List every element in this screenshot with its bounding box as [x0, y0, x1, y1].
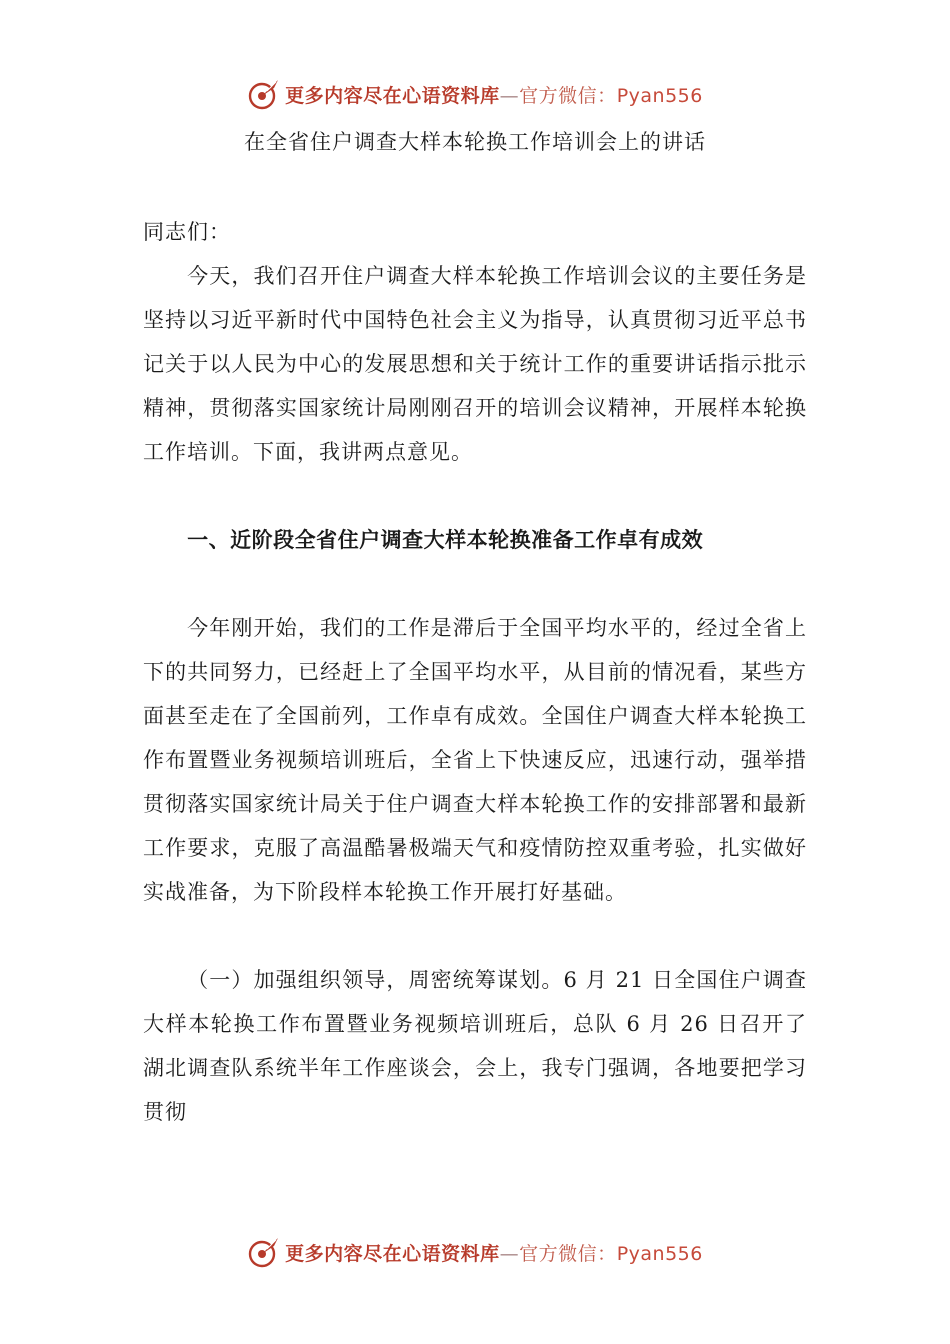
salutation: 同志们：: [143, 220, 231, 244]
watermark-separator: —: [499, 84, 520, 107]
watermark-text: [285, 81, 703, 108]
watermark-label: 官方微信：: [519, 1242, 617, 1265]
watermark-brand: 更多内容尽在心语资料库: [285, 1242, 500, 1265]
document-title: 在全省住户调查大样本轮换工作培训会上的讲话: [244, 130, 706, 154]
watermark-handle: Pyan556: [616, 1242, 703, 1265]
watermark-text: [285, 1239, 703, 1266]
watermark-brand: 更多内容尽在心语资料库: [285, 84, 500, 107]
watermark-header: [0, 74, 950, 114]
watermark-handle: Pyan556: [616, 84, 703, 107]
quill-pen-logo-icon: [247, 1235, 281, 1269]
section-1-paragraph: 今年刚开始，我们的工作是滞后于全国平均水平的，经过全省上下的共同努力，已经赶上了全国平均水平，从目前的情况看，某些方面甚至走在了全国前列，工作卓有成效。全国住户调查大样本轮换工作布置暨业务视频培训班后，全省上下快速反应，迅速行动，强举措贯彻落实国家统计局关于住户调查大样本轮换工作的安排部署和最新工作要求，克服了高温酷暑极端天气和疫情防控双重考验，扎实做好实战准备，为下阶段样本轮换工作开展打好基础。: [143, 616, 807, 904]
quill-pen-logo-icon: [247, 77, 281, 111]
watermark-separator: —: [499, 1242, 520, 1265]
document-body: [143, 210, 807, 1134]
watermark-footer: [0, 1232, 950, 1272]
watermark-label: 官方微信：: [519, 84, 617, 107]
section-heading-1: 一、近阶段全省住户调查大样本轮换准备工作卓有成效: [187, 528, 704, 552]
subsection-1-paragraph: （一）加强组织领导，周密统筹谋划。6 月 21 日全国住户调查大样本轮换工作布置暨业务视频培训班后，总队 6 月 26 日召开了湖北调查队系统半年工作座谈会，会上，我专门强调，各地要把学习贯彻: [143, 968, 807, 1124]
intro-paragraph: 今天，我们召开住户调查大样本轮换工作培训会议的主要任务是坚持以习近平新时代中国特色社会主义为指导，认真贯彻习近平总书记关于以人民为中心的发展思想和关于统计工作的重要讲话指示批示精神，贯彻落实国家统计局刚刚召开的培训会议精神，开展样本轮换工作培训。下面，我讲两点意见。: [143, 264, 807, 464]
